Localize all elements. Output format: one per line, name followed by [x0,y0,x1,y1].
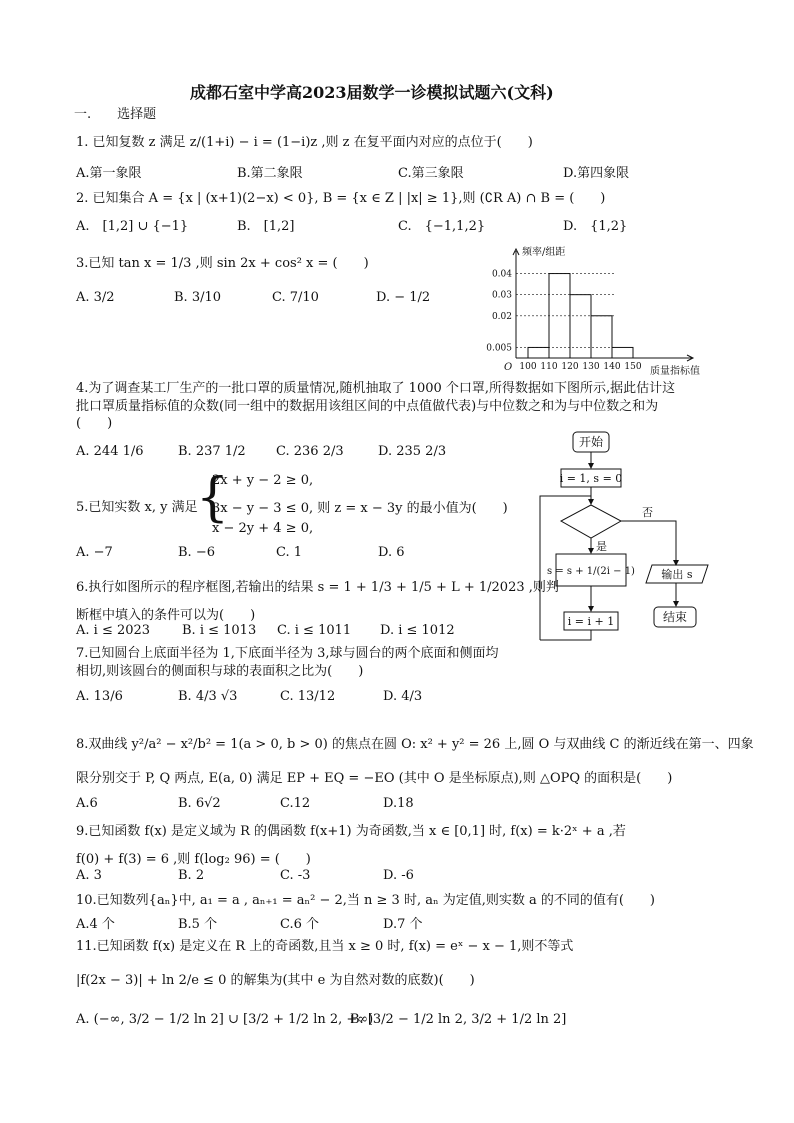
q8-stem-line1: 8.双曲线 y²/a² − x²/b² = 1(a > 0, b > 0) 的焦点在圆 O: x² + y² = 26 上,圆 O 与双曲线 C 的渐近线在第一、四象 [76,737,754,752]
q2-option-c: C. {−1,1,2} [398,219,486,234]
x-tick-label: 140 [603,362,621,372]
q5-stem: 5.已知实数 x, y 满足 [76,500,198,515]
flow-output-label: 输出 s [661,568,693,581]
q7-stem-line1: 7.已知圆台上底面半径为 1,下底面半径为 3,球与圆台的两个底面和侧面均 [76,646,499,661]
q1-option-b: B.第二象限 [237,166,303,181]
q4-option-d: D. 235 2/3 [378,444,447,459]
x-tick-label: 110 [540,362,558,372]
q3-stem: 3.已知 tan x = 1/3 ,则 sin 2x + cos² x = ( ) [76,256,369,271]
q4-stem-line1: 4.为了调查某工厂生产的一批口罩的质量情况,随机抽取了 1000 个口罩,所得数据如下图所示,据此估计这 [76,381,676,396]
q8-option-c: C.12 [280,796,311,811]
q5-constraint-2: 3x − y − 3 ≤ 0, 则 z = x − 3y 的最小值为( ) [212,501,508,516]
q5-option-a: A. −7 [76,545,113,560]
flow-update-i-label: i = i + 1 [567,615,615,628]
y-tick-label: 0.03 [491,290,512,301]
histogram-bar [612,347,633,358]
flow-init-label: i = 1, s = 0 [559,472,623,485]
flow-no-label: 否 [642,506,653,519]
q7-stem-line2: 相切,则该圆台的侧面积与球的表面积之比为( ) [76,664,364,679]
y-axis-label: 频率/组距 [522,247,566,258]
flow-yes-label: 是 [596,540,607,553]
q5-constraint-3: x − 2y + 4 ≥ 0, [212,521,314,536]
q9-stem-line1: 9.已知函数 f(x) 是定义域为 R 的偶函数 f(x+1) 为奇函数,当 x ∈ [0,1] 时, f(x) = k·2ˣ + a ,若 [76,824,626,839]
q6-option-b: B. i ≤ 1013 [182,623,257,638]
q11-stem-line1: 11.已知函数 f(x) 是定义在 R 上的奇函数,且当 x ≥ 0 时, f(x) = eˣ − x − 1,则不等式 [76,939,574,954]
q8-option-d: D.18 [383,796,414,811]
origin-label: O [504,362,513,373]
q8-option-a: A.6 [76,796,98,811]
x-tick-label: 150 [624,362,642,372]
histogram-bar [528,347,549,358]
q5-option-c: C. 1 [276,545,303,560]
q4-stem-line3: ( ) [76,416,113,431]
q1-option-a: A.第一象限 [76,166,142,181]
q5-brace: { [196,468,230,528]
q10-option-a: A.4 个 [76,917,115,932]
q9-option-b: B. 2 [178,868,205,883]
x-axis-label: 质量指标值 [650,366,700,377]
q4-option-b: B. 237 1/2 [178,444,246,459]
histogram-bar [591,316,612,358]
q6-option-d: D. i ≤ 1012 [380,623,455,638]
x-tick-label: 120 [561,362,579,372]
q8-option-b: B. 6√2 [178,796,221,811]
y-tick-label: 0.04 [491,269,512,280]
y-tick-label: 0.02 [491,311,512,322]
q6-option-c: C. i ≤ 1011 [277,623,352,638]
q1-option-d: D.第四象限 [563,166,630,181]
flow-decision [561,505,621,538]
q10-option-c: C.6 个 [280,917,320,932]
page-title: 成都石室中学高2023届数学一诊模拟试题六(文科) [190,83,554,102]
q11-option-b: B. [3/2 − 1/2 ln 2, 3/2 + 1/2 ln 2] [350,1012,567,1027]
q5-option-d: D. 6 [378,545,405,560]
q2-option-b: B. [1,2] [237,219,295,234]
q7-option-a: A. 13/6 [76,689,123,704]
q4-option-a: A. 244 1/6 [76,444,144,459]
q3-option-d: D. − 1/2 [376,290,431,305]
q10-option-b: B.5 个 [178,917,218,932]
q3-option-c: C. 7/10 [272,290,319,305]
q10-stem: 10.已知数列{aₙ}中, a₁ = a , aₙ₊₁ = aₙ² − 2,当 n ≥ 3 时, aₙ 为定值,则实数 a 的不同的值有( ) [76,893,656,908]
q11-stem-line2: |f(2x − 3)| + ln 2/e ≤ 0 的解集为(其中 e 为自然对数的底数)( ) [76,973,475,988]
x-tick-label: 130 [582,362,600,372]
q9-option-d: D. -6 [383,868,414,883]
q5-option-b: B. −6 [178,545,215,560]
q1-option-c: C.第三象限 [398,166,464,181]
flow-end-label: 结束 [662,610,688,624]
q7-option-c: C. 13/12 [280,689,336,704]
q11-option-a: A. (−∞, 3/2 − 1/2 ln 2] ∪ [3/2 + 1/2 ln 2, +∞) [76,1012,374,1027]
x-tick-label: 100 [519,362,537,372]
section-heading: 一. 选择题 [74,107,157,122]
q5-constraint-1: 2x + y − 2 ≥ 0, [212,473,314,488]
flow-start-label: 开始 [578,435,604,449]
q3-option-a: A. 3/2 [76,290,115,305]
flow-update-s-label: s = s + 1/(2i − 1) [547,566,635,577]
q4-option-c: C. 236 2/3 [276,444,344,459]
flowchart [536,428,726,648]
q6-option-a: A. i ≤ 2023 [76,623,151,638]
q10-option-d: D.7 个 [383,917,423,932]
q9-option-c: C. -3 [280,868,311,883]
histogram-chart [478,243,708,378]
q2-option-d: D. {1,2} [563,219,628,234]
q2-stem: 2. 已知集合 A = {x | (x+1)(2−x) < 0}, B = {x ∈ Z | |x| ≥ 1},则 (∁R A) ∩ B = ( ) [76,191,606,206]
q1-stem: 1. 已知复数 z 满足 z/(1+i) − i = (1−i)z ,则 z 在复平面内对应的点位于( ) [76,135,533,150]
q7-option-d: D. 4/3 [383,689,423,704]
histogram-bar [570,295,591,358]
q2-option-a: A. [1,2] ∪ {−1} [76,219,189,234]
q6-stem-line1: 6.执行如图所示的程序框图,若输出的结果 s = 1 + 1/3 + 1/5 + L + 1/2023 ,则判 [76,580,559,595]
q4-stem-line2: 批口罩质量指标值的众数(同一组中的数据用该组区间的中点值做代表)与中位数之和为与中位数之和为 [76,399,659,414]
q9-stem-line2: f(0) + f(3) = 6 ,则 f(log₂ 96) = ( ) [76,852,311,867]
q6-stem-line2: 断框中填入的条件可以为( ) [76,608,256,623]
q9-option-a: A. 3 [76,868,102,883]
q3-option-b: B. 3/10 [174,290,222,305]
q8-stem-line2: 限分别交于 P, Q 两点, E(a, 0) 满足 EP + EQ = −EO (其中 O 是坐标原点),则 △OPQ 的面积是( ) [76,771,673,786]
y-tick-label: 0.005 [486,343,512,354]
q7-option-b: B. 4/3 √3 [178,689,238,704]
